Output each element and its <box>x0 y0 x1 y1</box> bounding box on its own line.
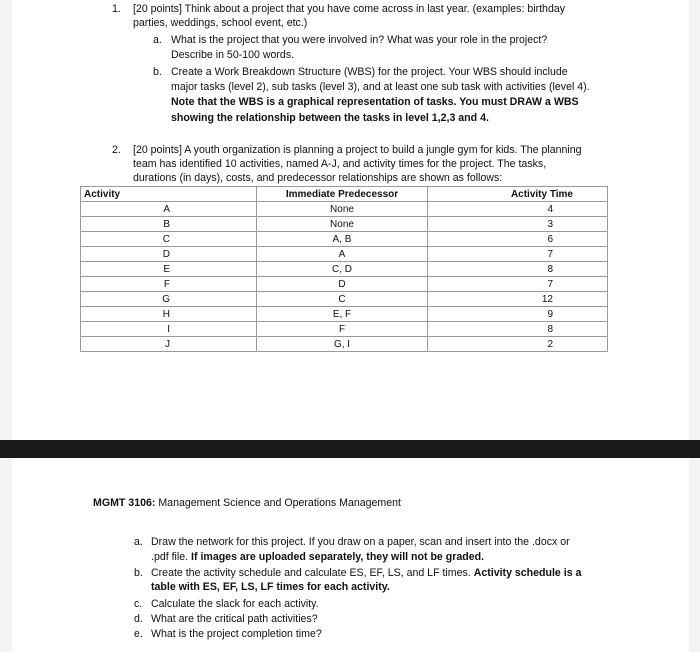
task-a-line2-plain: .pdf file. <box>151 551 192 563</box>
header-predecessor: Immediate Predecessor <box>257 187 428 202</box>
task-b-line1 <box>151 566 581 580</box>
cell-time: 7 <box>428 247 608 262</box>
table-header-row <box>81 187 608 202</box>
task-c-text: Calculate the slack for each activity. <box>151 598 319 610</box>
table-row <box>81 217 608 232</box>
cell-predecessor: E, F <box>257 307 428 322</box>
q2-number: 2. <box>112 144 121 156</box>
task-a-line1: Draw the network for this project. If you draw on a paper, scan and insert into the .docx or <box>151 536 570 548</box>
table-row <box>81 247 608 262</box>
q1b-text-line3: Note that the WBS is a graphical representation of tasks. You must DRAW a WBS <box>171 96 579 108</box>
cell-predecessor: None <box>257 217 428 232</box>
table-row <box>81 292 608 307</box>
task-b-line2: table with ES, EF, LS, LF times for each activity. <box>151 581 390 593</box>
cell-activity: H <box>81 307 257 322</box>
task-c-marker: c. <box>134 598 143 610</box>
header-activity: Activity <box>81 187 257 202</box>
cell-predecessor: G, I <box>257 337 428 352</box>
table-row <box>81 202 608 217</box>
q1-number: 1. <box>112 3 121 15</box>
course-name: Management Science and Operations Management <box>155 497 401 509</box>
cell-time: 3 <box>428 217 608 232</box>
cell-predecessor: None <box>257 202 428 217</box>
q1b-text-line4: showing the relationship between the tasks in level 1,2,3 and 4. <box>171 112 489 124</box>
cell-time: 6 <box>428 232 608 247</box>
cell-activity: D <box>81 247 257 262</box>
cell-time: 2 <box>428 337 608 352</box>
q1-text-line1: [20 points] Think about a project that you have come across in last year. (examples: birthday <box>133 3 566 15</box>
q1a-text-line2: Describe in 50-100 words. <box>171 49 295 61</box>
q2-text-line2: team has identified 10 activities, named A-J, and activity times for the project. The tasks, <box>133 158 547 170</box>
cell-predecessor: C <box>257 292 428 307</box>
task-d-text: What are the critical path activities? <box>151 613 318 625</box>
cell-time: 8 <box>428 262 608 277</box>
task-b-line1-bold: Activity schedule is a <box>473 567 582 579</box>
cell-activity: G <box>81 292 257 307</box>
cell-predecessor: F <box>257 322 428 337</box>
q1a-marker: a. <box>153 34 162 46</box>
q1b-marker: b. <box>153 66 162 78</box>
cell-predecessor: D <box>257 277 428 292</box>
header-activity-time: Activity Time <box>428 187 608 202</box>
cell-time: 8 <box>428 322 608 337</box>
table-row <box>81 307 608 322</box>
table-row <box>81 337 608 352</box>
task-d-marker: d. <box>134 613 143 625</box>
page-divider <box>0 440 700 458</box>
q1-text-line2: parties, weddings, school event, etc.) <box>133 17 308 29</box>
table-row <box>81 262 608 277</box>
cell-activity: A <box>81 202 257 217</box>
task-a-line2-bold: If images are uploaded separately, they will not be graded. <box>191 551 485 563</box>
table-row <box>81 277 608 292</box>
cell-predecessor: C, D <box>257 262 428 277</box>
cell-activity: E <box>81 262 257 277</box>
activity-table <box>80 186 608 352</box>
table-row <box>81 232 608 247</box>
cell-time: 7 <box>428 277 608 292</box>
cell-activity: I <box>81 322 257 337</box>
task-e-text: What is the project completion time? <box>151 628 322 640</box>
cell-predecessor: A <box>257 247 428 262</box>
cell-time: 9 <box>428 307 608 322</box>
cell-activity: J <box>81 337 257 352</box>
q2-text-line3: durations (in days), costs, and predecessor relationships are shown as follows: <box>133 172 503 184</box>
q1a-text-line1: What is the project that you were involved in? What was your role in the project? <box>171 34 548 46</box>
cell-activity: B <box>81 217 257 232</box>
task-b-marker: b. <box>134 567 143 579</box>
q1b-text-line2: major tasks (level 2), sub tasks (level 3), and at least one sub task with activities (level 4). <box>171 81 590 93</box>
cell-activity: C <box>81 232 257 247</box>
table-row <box>81 322 608 337</box>
task-e-marker: e. <box>134 628 143 640</box>
course-heading <box>93 496 401 510</box>
cell-activity: F <box>81 277 257 292</box>
cell-predecessor: A, B <box>257 232 428 247</box>
task-a-marker: a. <box>134 536 143 548</box>
course-code: MGMT 3106: <box>93 497 156 509</box>
task-a-line2 <box>151 550 484 564</box>
q1b-text-line1: Create a Work Breakdown Structure (WBS) for the project. Your WBS should include <box>171 66 568 78</box>
cell-time: 4 <box>428 202 608 217</box>
q2-text-line1: [20 points] A youth organization is planning a project to build a jungle gym for kids. The planning <box>133 144 582 156</box>
cell-time: 12 <box>428 292 608 307</box>
task-b-line1-plain: Create the activity schedule and calculate ES, EF, LS, and LF times. <box>151 567 474 579</box>
